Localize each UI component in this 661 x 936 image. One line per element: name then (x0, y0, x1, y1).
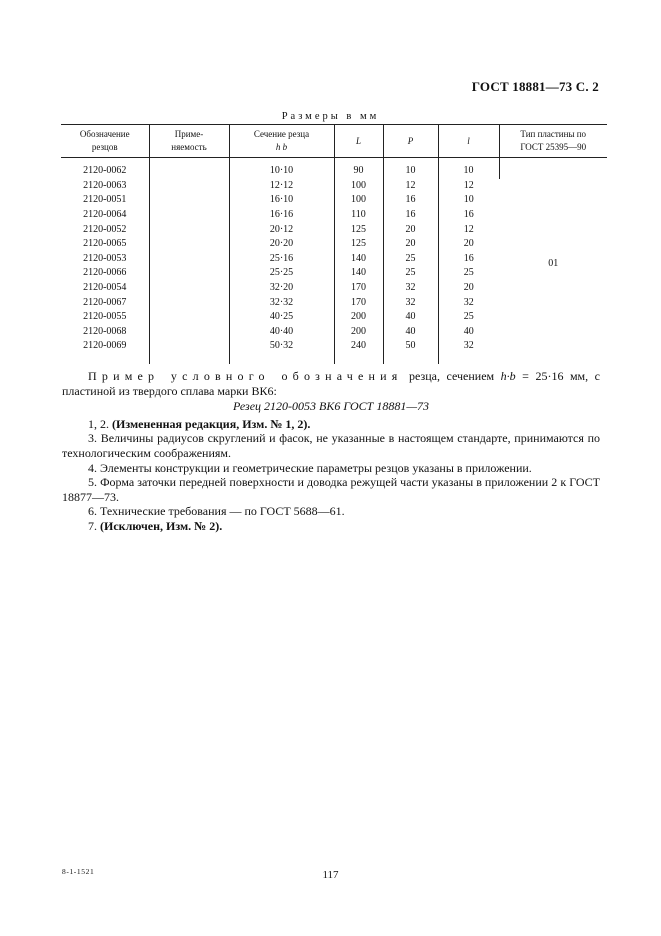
cell-L: 140 (334, 252, 383, 267)
cell-designation: 2120-0054 (61, 281, 149, 296)
cell-applicability (149, 310, 229, 325)
col-L: L (334, 125, 383, 158)
cell-designation: 2120-0068 (61, 325, 149, 340)
cell-applicability (149, 193, 229, 208)
cell-l: 25 (463, 311, 474, 323)
cell-l: 16 (463, 252, 474, 264)
cell-l: 32 (463, 340, 474, 352)
example-heading: Пример условного обозначения (88, 369, 403, 383)
cell-L: 170 (334, 281, 383, 296)
cell-section: 20·12 (229, 222, 334, 237)
designation-example: Резец 2120-0053 ВК6 ГОСТ 18881—73 (232, 399, 430, 414)
cell-section: 25·25 (229, 266, 334, 281)
cell-section: 50·32 (229, 339, 334, 354)
cell-designation: 2120-0069 (61, 339, 149, 354)
cell-section: 40·25 (229, 310, 334, 325)
cell-L: 110 (334, 208, 383, 223)
cell-P: 32 (383, 295, 438, 310)
cell-applicability (149, 222, 229, 237)
page-number: 117 (322, 869, 339, 881)
cell-L: 125 (334, 237, 383, 252)
cell-designation: 2120-0055 (61, 310, 149, 325)
cell-L: 100 (334, 179, 383, 194)
cell-designation: 2120-0065 (61, 237, 149, 252)
cell-designation: 2120-0051 (61, 193, 149, 208)
cell-l: 25 (463, 267, 474, 279)
cell-L: 140 (334, 266, 383, 281)
cell-P: 20 (383, 237, 438, 252)
cell-P: 40 (383, 325, 438, 340)
paragraph-3: 3. Величины радиусов скруглений и фасок, не указанные в настоящем стандарте, принимаются по технологическим соображениям. (62, 431, 600, 460)
cell-P: 32 (383, 281, 438, 296)
cell-L: 90 (334, 164, 383, 179)
cell-section: 32·20 (229, 281, 334, 296)
cell-designation: 2120-0052 (61, 222, 149, 237)
document-header: ГОСТ 18881—73 С. 2 (471, 79, 599, 94)
cell-section: 16·16 (229, 208, 334, 223)
cell-P: 16 (383, 193, 438, 208)
cell-l: 16 (463, 209, 474, 221)
cell-section: 25·16 (229, 252, 334, 267)
cell-applicability (149, 179, 229, 194)
cell-P: 20 (383, 222, 438, 237)
dimensions-table (61, 124, 607, 364)
table-body (61, 158, 607, 364)
table-row (61, 164, 607, 179)
cell-P: 40 (383, 310, 438, 325)
cell-applicability (149, 325, 229, 340)
paragraph-4: 4. Элементы конструкции и геометрические параметры резцов указаны в приложении. (88, 460, 532, 475)
cell-section: 10·10 (229, 164, 334, 179)
paragraph-6: 6. Технические требования — по ГОСТ 5688—61. (88, 504, 345, 519)
cell-applicability (149, 237, 229, 252)
example-paragraph: Пример условного обозначения резца, сечением h·b = 25·16 мм, с пластиной из твердого сплава марки ВК6: (62, 369, 600, 398)
cell-l: 12 (463, 223, 474, 235)
cell-plate-type: 01 (548, 257, 559, 269)
cell-l: 10 (438, 164, 499, 179)
cell-l: 12 (463, 179, 474, 191)
cell-designation: 2120-0067 (61, 295, 149, 310)
cell-section: 40·40 (229, 325, 334, 340)
col-applicability: Приме- няемость (149, 125, 229, 158)
print-code: 8-1-1521 (62, 867, 95, 876)
col-plate-type: Тип пластины по ГОСТ 25395—90 (499, 125, 607, 158)
cell-applicability (149, 266, 229, 281)
cell-applicability (149, 339, 229, 354)
cell-P: 16 (383, 208, 438, 223)
cell-applicability (149, 252, 229, 267)
cell-section: 16·10 (229, 193, 334, 208)
cell-applicability (149, 281, 229, 296)
table-header-row (61, 125, 607, 158)
cell-applicability (149, 164, 229, 179)
cell-l: 20 (463, 282, 474, 294)
cell-l: 20 (463, 238, 474, 250)
table-caption: Размеры в мм (281, 111, 380, 122)
col-section: Сечение резца h b (229, 125, 334, 158)
col-P: P (383, 125, 438, 158)
cell-P: 25 (383, 266, 438, 281)
cell-designation: 2120-0062 (61, 164, 149, 179)
paragraph-7: 7. (Исключен, Изм. № 2). (88, 518, 223, 533)
body-text (62, 369, 600, 534)
cell-L: 200 (334, 325, 383, 340)
col-l: l (438, 125, 499, 158)
cell-designation: 2120-0053 (61, 252, 149, 267)
cell-L: 200 (334, 310, 383, 325)
paragraph-1-2: 1, 2. (Измененная редакция, Изм. № 1, 2). (88, 416, 311, 431)
cell-designation: 2120-0066 (61, 266, 149, 281)
cell-section: 32·32 (229, 295, 334, 310)
paragraph-5: 5. Форма заточки передней поверхности и доводка режущей части указаны в приложении 2 к ГОСТ 18877—73. (62, 475, 600, 504)
cell-l: 40 (463, 325, 474, 337)
cell-designation: 2120-0063 (61, 179, 149, 194)
cell-designation: 2120-0064 (61, 208, 149, 223)
cell-applicability (149, 208, 229, 223)
cell-section: 12·12 (229, 179, 334, 194)
cell-l: 32 (463, 296, 474, 308)
cell-L: 125 (334, 222, 383, 237)
cell-L: 240 (334, 339, 383, 354)
cell-section: 20·20 (229, 237, 334, 252)
cell-applicability (149, 295, 229, 310)
cell-P: 50 (383, 339, 438, 354)
col-designation: Обозначение резцов (61, 125, 149, 158)
cell-L: 100 (334, 193, 383, 208)
cell-l: 10 (463, 194, 474, 206)
cell-P: 12 (383, 179, 438, 194)
cell-L: 170 (334, 295, 383, 310)
cell-P: 10 (383, 164, 438, 179)
cell-P: 25 (383, 252, 438, 267)
